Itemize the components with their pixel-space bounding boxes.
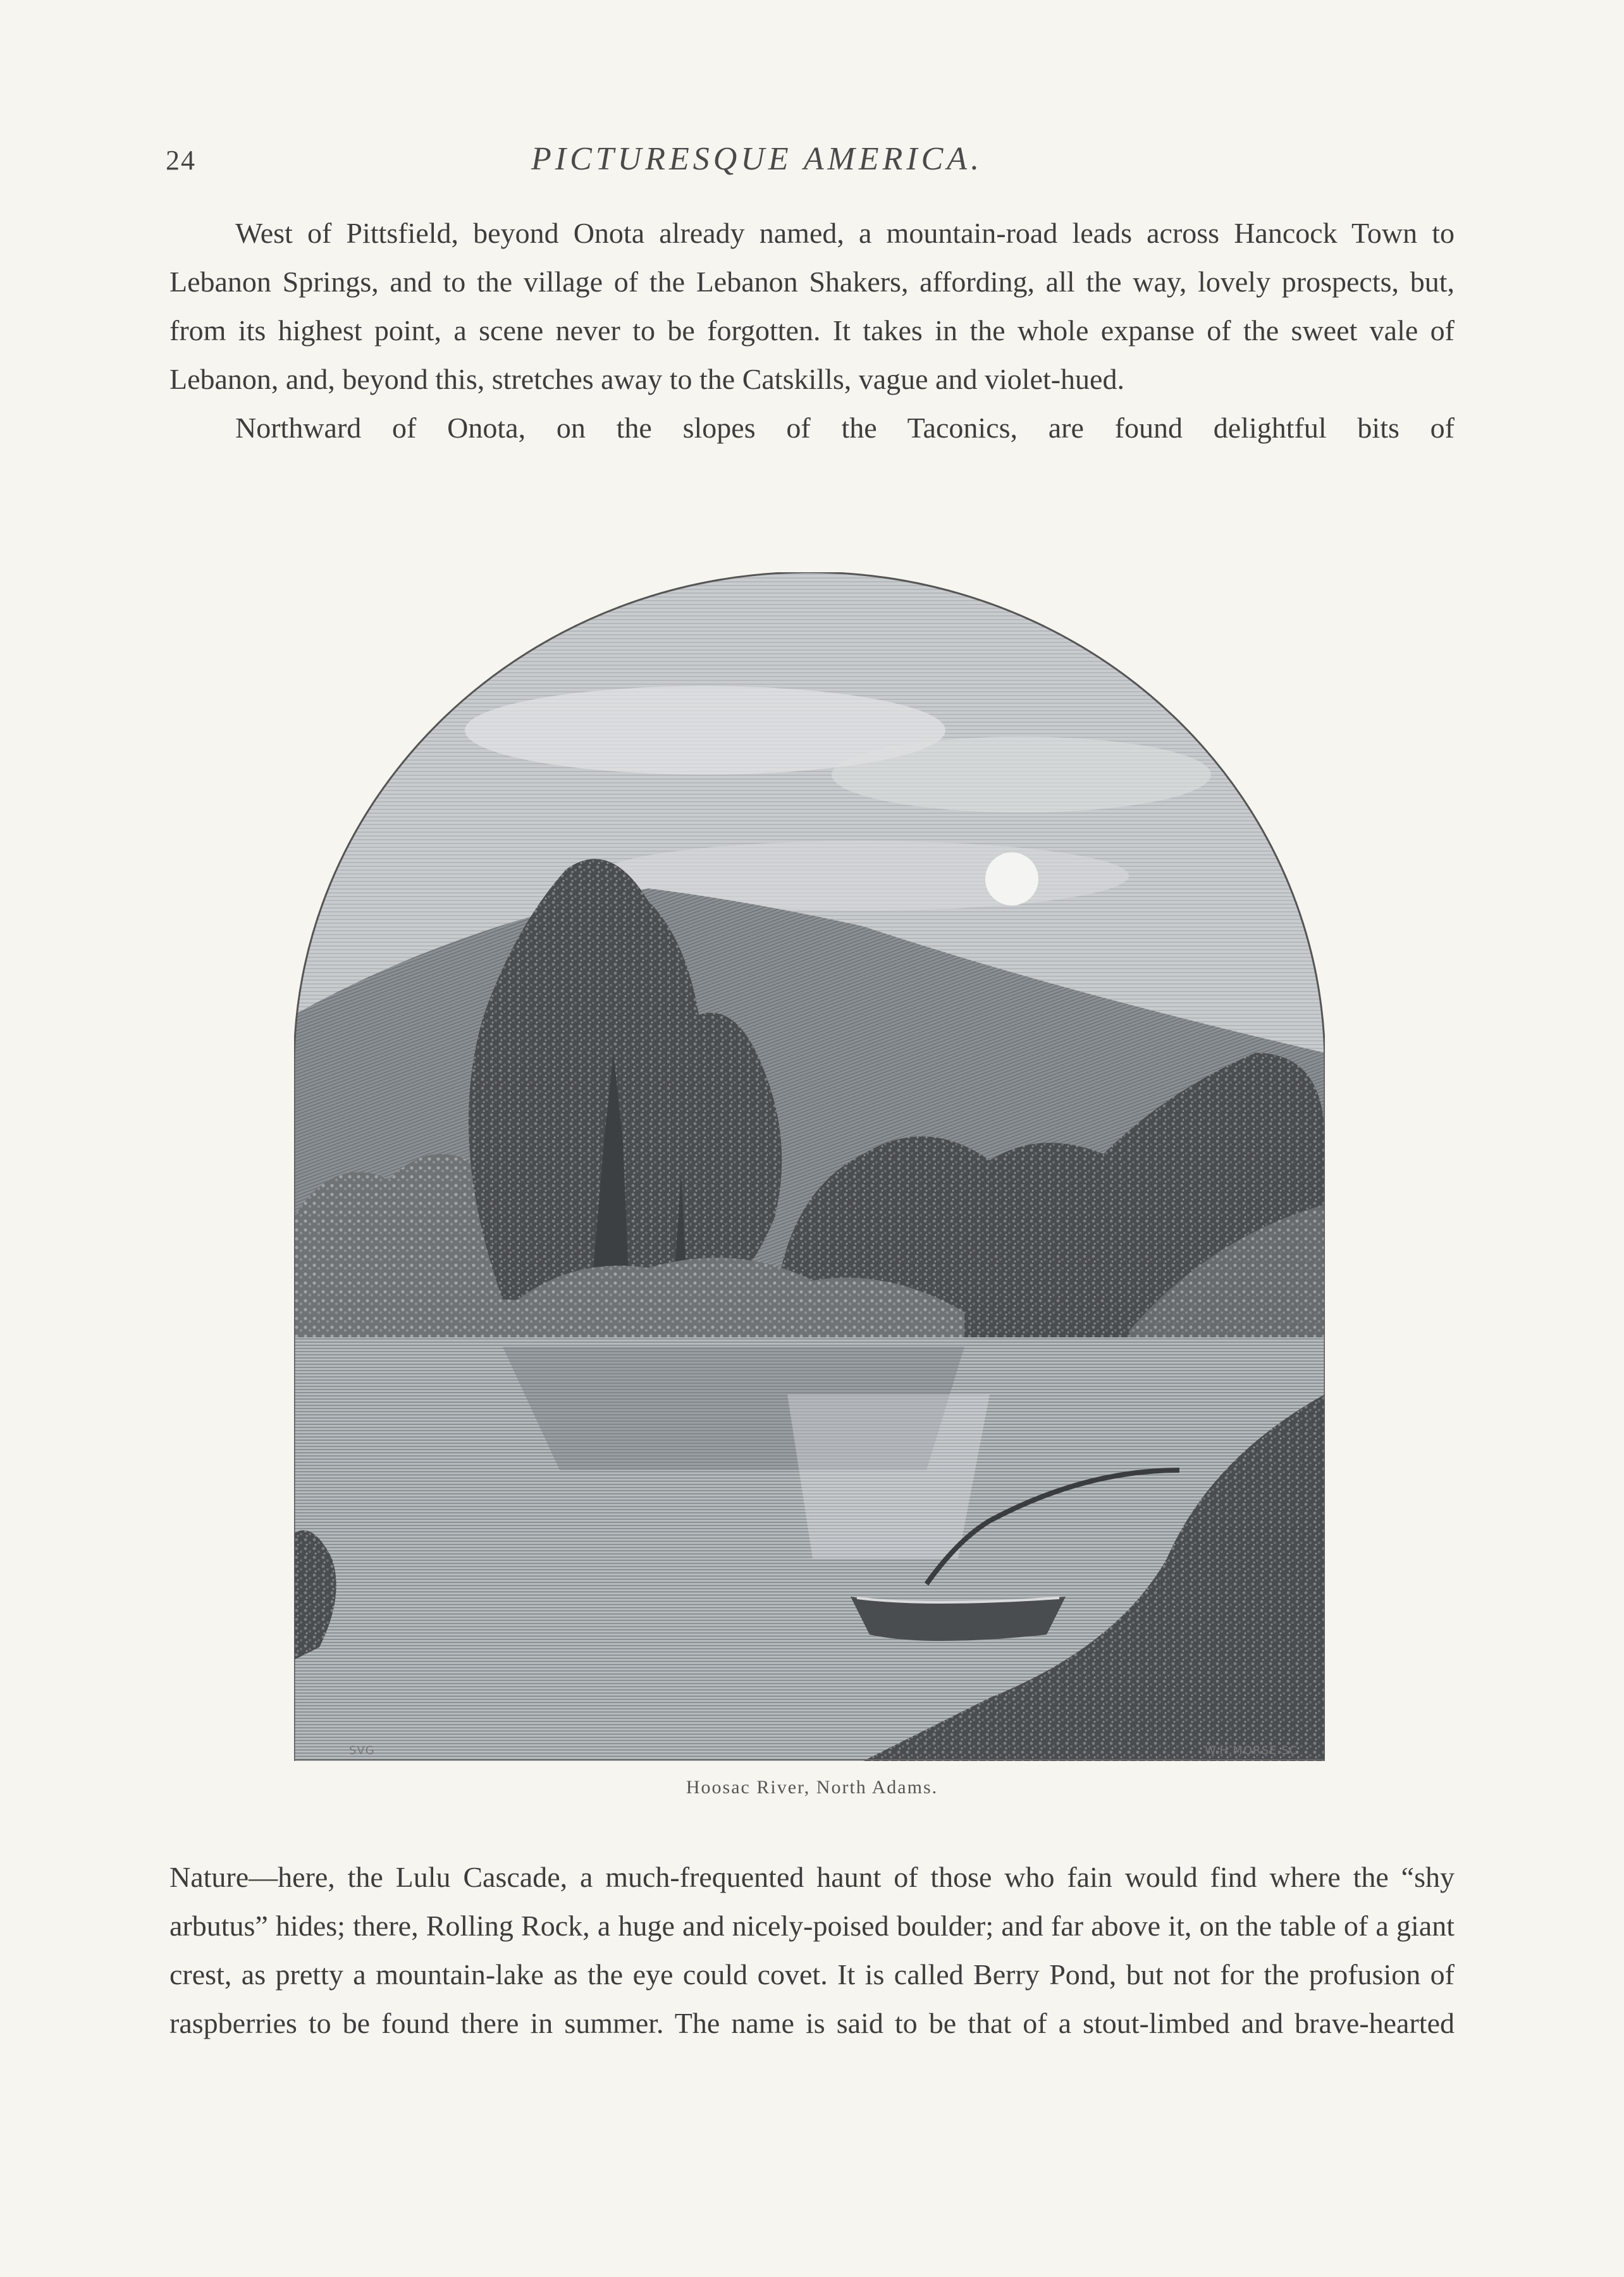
engraver-signature-left: SVG xyxy=(349,1744,375,1757)
engraving-illustration xyxy=(294,572,1325,1761)
paragraph: Nature—here, the Lulu Cascade, a much-frequented haunt of those who fain would find where the “shy arbutus” hides; there, Rolling Rock, a huge and nicely-poised boulder; and far above it, on the table of a giant crest, as pretty a mountain-lake as the eye could covet. It is called Berry Pond, but not for the profusion of raspberries to be found there in summer. The name is said to be that of a stout-limbed and brave-hearted xyxy=(169,1861,1455,2039)
moon xyxy=(985,852,1038,905)
running-title: PICTURESQUE AMERICA. xyxy=(531,141,983,177)
text-block-top xyxy=(169,209,1455,452)
page-number: 24 xyxy=(166,145,196,176)
illustration-caption: Hoosac River, North Adams. xyxy=(686,1777,938,1798)
paragraph: West of Pittsfield, beyond Onota already named, a mountain-road leads across Hancock Town to Lebanon Springs, and to the village of the Lebanon Shakers, affording, all the way, lovely prospects, but, from its highest point, a scene never to be forgotten. It takes in the whole expanse of the sweet vale of Lebanon, and, beyond this, stretches away to the Catskills, vague and violet-hued. xyxy=(169,217,1455,395)
engraver-signature-right: W.H.MORSE.SC xyxy=(1205,1744,1298,1757)
paragraph: Northward of Onota, on the slopes of the Taconics, are found delightful bits of xyxy=(235,412,1455,444)
text-block-bottom xyxy=(169,1853,1455,2047)
